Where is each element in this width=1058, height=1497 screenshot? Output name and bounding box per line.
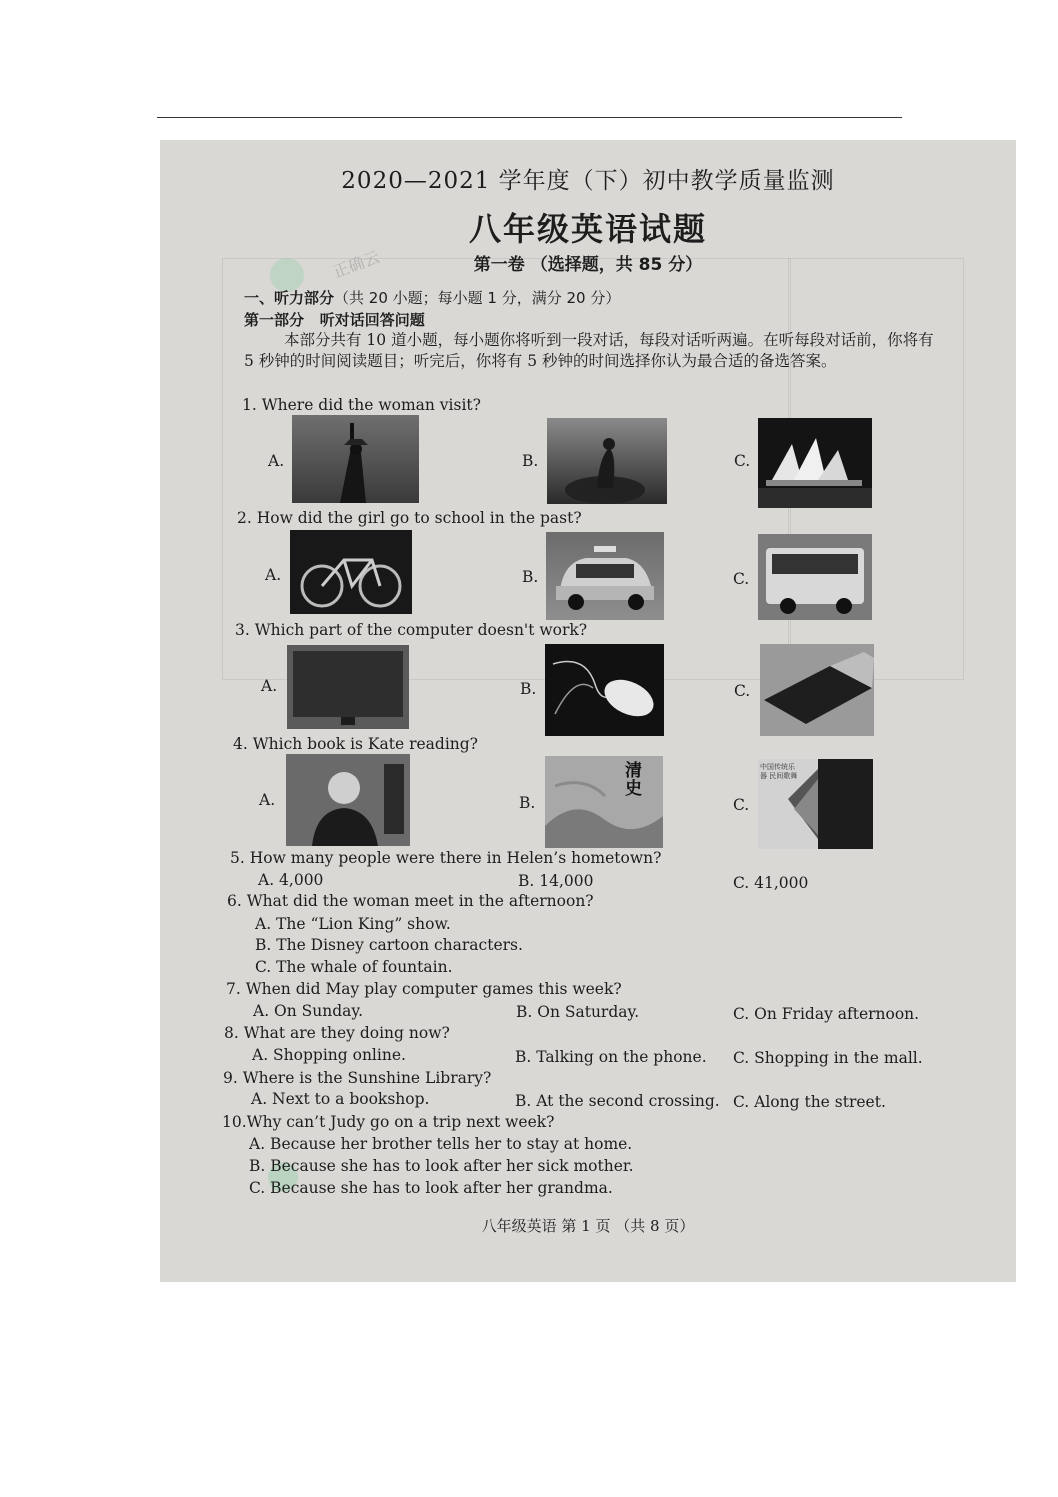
option-2b-letter: B. (522, 568, 539, 586)
question-7: 7. When did May play computer games this week? (226, 980, 622, 998)
option-1a-letter: A. (268, 452, 285, 470)
question-1: 1. Where did the woman visit? (242, 396, 481, 414)
section-name: 听力部分 (274, 289, 335, 307)
book-b-cover-text: 清史 (625, 761, 642, 799)
volume-title: 第一卷 （选择题，共 85 分） (473, 255, 703, 275)
question-3: 3. Which part of the computer doesn't work? (235, 621, 588, 639)
option-7c: C. On Friday afternoon. (733, 1005, 920, 1023)
section-detail: （共 20 小题；每小题 1 分，满分 20 分） (334, 289, 621, 307)
landscape-book-cover-image (545, 756, 663, 848)
bicycle-image (290, 530, 412, 614)
page-footer: 八年级英语 第 1 页 （共 8 页） (481, 1217, 695, 1235)
book-c-cover-text: 中国传统乐器 民间歌舞 (760, 763, 798, 780)
option-5c: C. 41,000 (733, 874, 809, 892)
option-8a: A. Shopping online. (252, 1046, 406, 1064)
option-1b-letter: B. (522, 452, 539, 470)
portrait-book-cover-image (286, 754, 410, 846)
option-4b-letter: B. (519, 794, 536, 812)
term-line: 2020—2021 学年度（下）初中教学质量监测 (341, 168, 835, 194)
part-title: 听对话回答问题 (319, 311, 425, 329)
option-2c-letter: C. (733, 570, 750, 588)
exam-sheet-photo (160, 140, 1016, 1282)
option-7b: B. On Saturday. (516, 1003, 640, 1021)
mouse-image (545, 644, 664, 736)
part-heading (244, 309, 425, 330)
option-3c-letter: C. (734, 682, 751, 700)
option-4c-letter: C. (733, 796, 750, 814)
option-10b: B. Because she has to look after her sick mother. (249, 1157, 634, 1175)
option-6b: B. The Disney cartoon characters. (255, 936, 523, 954)
option-6a: A. The “Lion King” show. (255, 915, 451, 933)
option-3a-letter: A. (261, 677, 278, 695)
option-5a: A. 4,000 (258, 871, 324, 889)
section-prefix: 一、 (244, 289, 275, 307)
taxi-image (546, 532, 664, 620)
instructions: 本部分共有 10 道小题，每小题你将听到一段对话，每段对话听两遍。在听每段对话前，你将有 5 秒钟的时间阅读题目；听完后，你将有 5 秒钟的时间选择你认为最合适的备选答案。 (244, 331, 934, 370)
question-2: 2. How did the girl go to school in the past? (237, 509, 582, 527)
question-8: 8. What are they doing now? (224, 1024, 450, 1042)
option-7a: A. On Sunday. (253, 1002, 364, 1020)
watermark-text: 正确云 (330, 247, 383, 282)
option-10c: C. Because she has to look after her grandma. (249, 1179, 613, 1197)
option-6c: C. The whale of fountain. (255, 958, 453, 976)
option-10a: A. Because her brother tells her to stay at home. (249, 1135, 633, 1153)
option-8b: B. Talking on the phone. (515, 1048, 707, 1066)
bus-image (758, 534, 872, 620)
sydney-opera-house-image (758, 418, 872, 508)
top-rule (157, 117, 902, 118)
option-9b: B. At the second crossing. (515, 1092, 720, 1110)
section-heading (244, 287, 620, 308)
page-title: 八年级英语试题 (468, 210, 707, 248)
statue-of-liberty-image (292, 415, 419, 503)
question-5: 5. How many people were there in Helen’s hometown? (230, 849, 662, 867)
option-8c: C. Shopping in the mall. (733, 1049, 923, 1067)
option-5b: B. 14,000 (518, 872, 594, 890)
keyboard-image (760, 644, 874, 736)
option-9c: C. Along the street. (733, 1093, 886, 1111)
option-9a: A. Next to a bookshop. (251, 1090, 430, 1108)
option-2a-letter: A. (265, 566, 282, 584)
option-1c-letter: C. (734, 452, 751, 470)
question-10: 10.Why can’t Judy go on a trip next week? (222, 1113, 555, 1131)
option-4a-letter: A. (259, 791, 276, 809)
question-4: 4. Which book is Kate reading? (233, 735, 478, 753)
monitor-image (287, 645, 409, 729)
part-label: 第一部分 (244, 311, 305, 329)
open-book-cover-image (758, 759, 873, 849)
option-3b-letter: B. (520, 680, 537, 698)
question-6: 6. What did the woman meet in the afternoon? (227, 892, 594, 910)
question-9: 9. Where is the Sunshine Library? (223, 1069, 492, 1087)
little-mermaid-image (547, 418, 667, 504)
